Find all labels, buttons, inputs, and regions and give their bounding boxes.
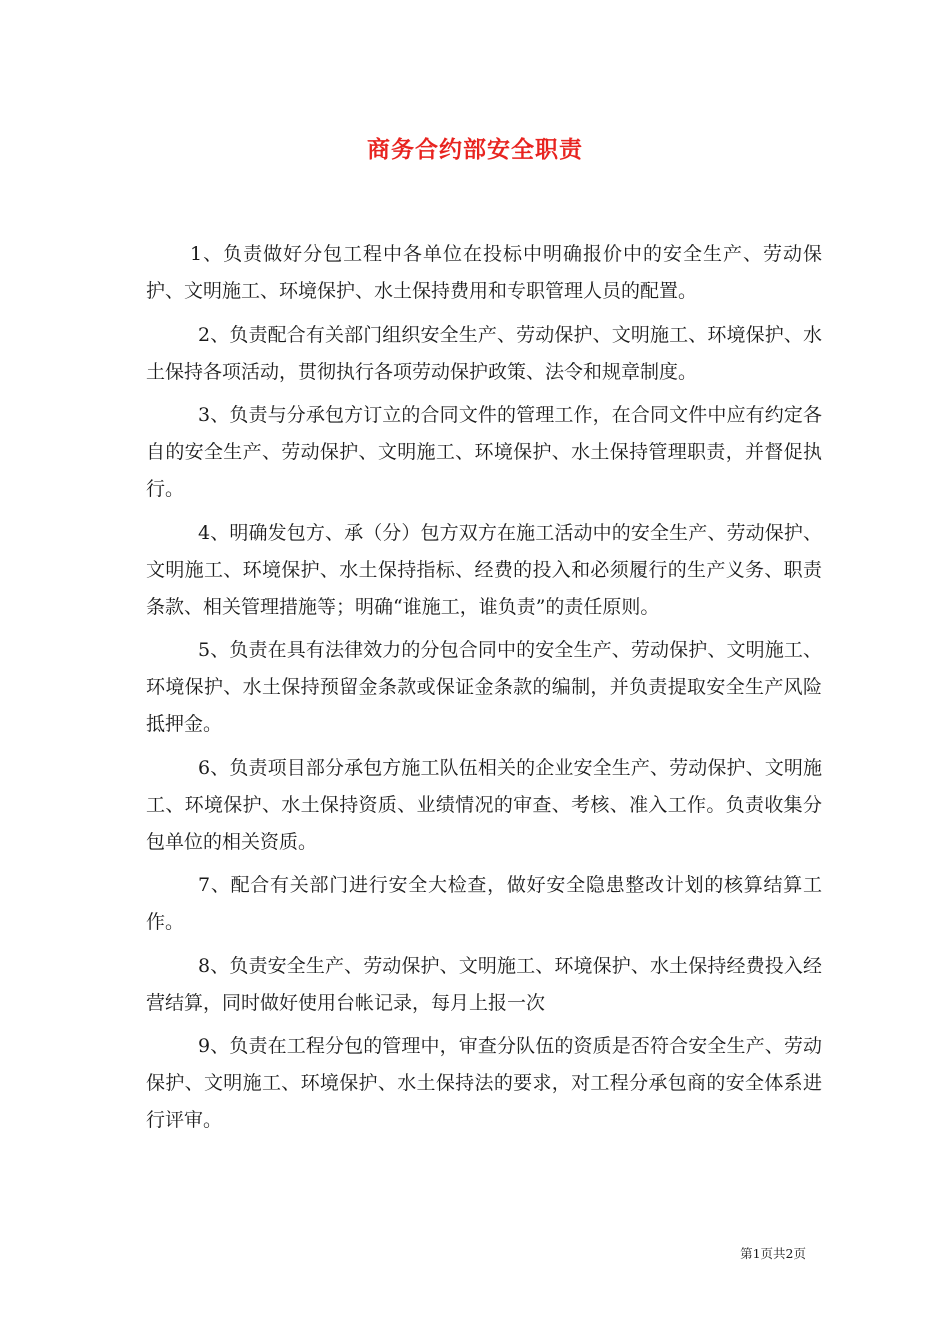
- paragraph-6: 6、负责项目部分承包方施工队伍相关的企业安全生产、劳动保护、文明施工、环境保护、水土保持资质、业绩情况的审查、考核、准入工作。负责收集分包单位的相关资质。: [146, 756, 822, 853]
- paragraph-2: 2、负责配合有关部门组织安全生产、劳动保护、文明施工、环境保护、水土保持各项活动，贯彻执行各项劳动保护政策、法令和规章制度。: [146, 323, 822, 383]
- document-title: 商务合约部安全职责: [367, 136, 583, 163]
- paragraph-9: 9、负责在工程分包的管理中，审查分队伍的资质是否符合安全生产、劳动保护、文明施工、环境保护、水土保持法的要求，对工程分承包商的安全体系进行评审。: [146, 1035, 822, 1131]
- paragraph-8: 8、负责安全生产、劳动保护、文明施工、环境保护、水土保持经费投入经营结算，同时做好使用台帐记录，每月上报一次: [146, 954, 822, 1014]
- paragraph-7: 7、配合有关部门进行安全大检查，做好安全隐患整改计划的核算结算工作。: [146, 874, 822, 933]
- page-number-footer: 第1页共2页: [740, 1246, 806, 1261]
- paragraph-1: 1、负责做好分包工程中各单位在投标中明确报价中的安全生产、劳动保护、文明施工、环境保护、水土保持费用和专职管理人员的配置。: [146, 243, 822, 302]
- paragraph-5: 5、负责在具有法律效力的分包合同中的安全生产、劳动保护、文明施工、环境保护、水土保持预留金条款或保证金条款的编制，并负责提取安全生产风险抵押金。: [146, 639, 822, 735]
- paragraph-3: 3、负责与分承包方订立的合同文件的管理工作，在合同文件中应有约定各自的安全生产、劳动保护、文明施工、环境保护、水土保持管理职责，并督促执行。: [146, 404, 822, 500]
- paragraph-4: 4、明确发包方、承（分）包方双方在施工活动中的安全生产、劳动保护、文明施工、环境保护、水土保持指标、经费的投入和必须履行的生产义务、职责条款、相关管理措施等；明确“谁施工，谁负责”的责任原则。: [146, 521, 822, 618]
- document-body: [146, 236, 822, 1146]
